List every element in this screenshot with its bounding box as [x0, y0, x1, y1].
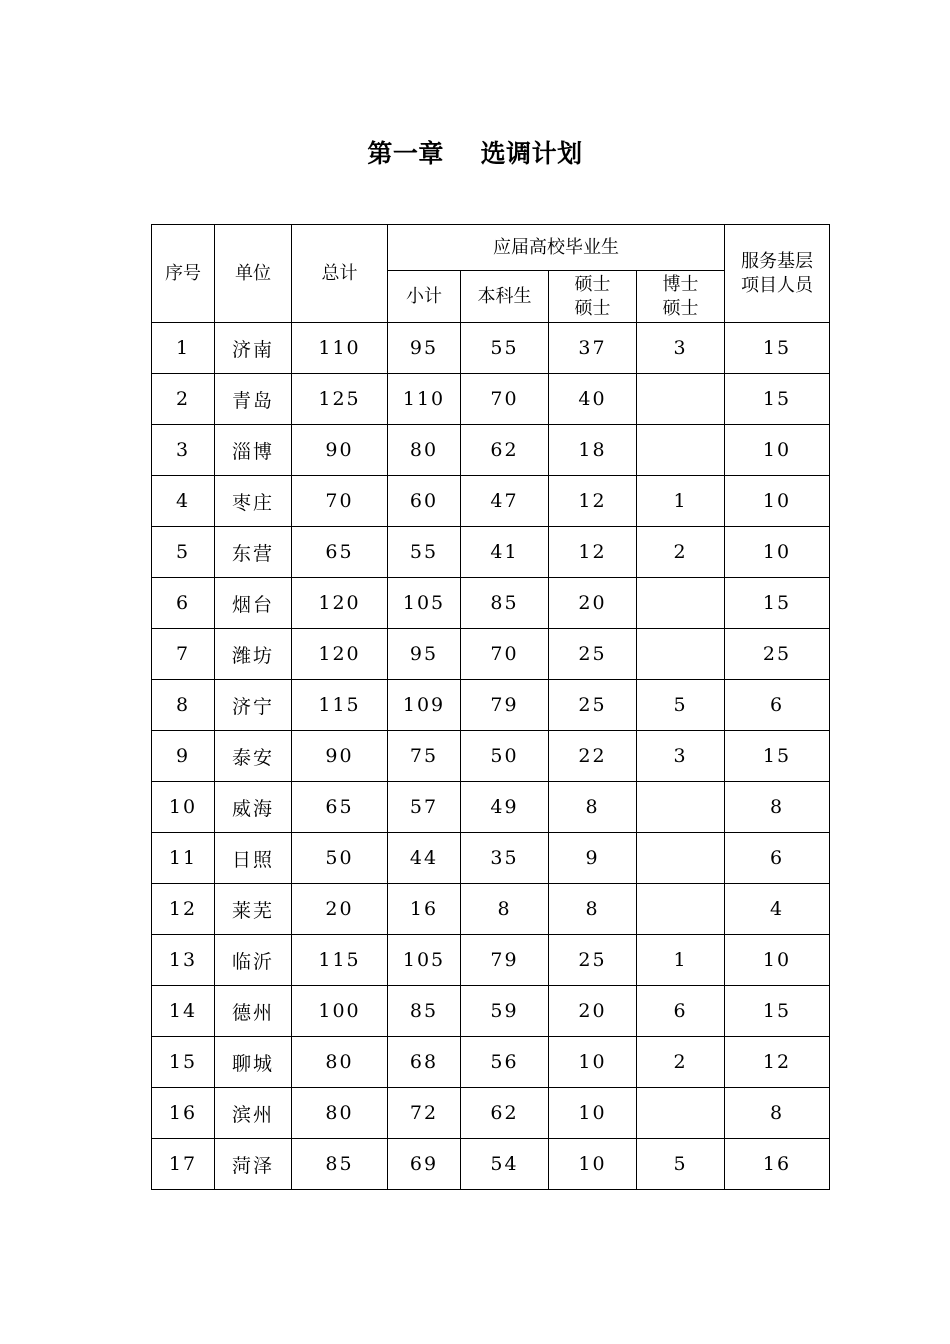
- selection-plan-table: [151, 224, 830, 1190]
- table-row: [152, 323, 830, 374]
- table-row: [152, 578, 830, 629]
- grassroots-cell: 8: [725, 1088, 830, 1139]
- grassroots-cell: 15: [725, 374, 830, 425]
- subtotal-cell: 16: [388, 884, 461, 935]
- total-cell: 85: [292, 1139, 388, 1190]
- table-row: [152, 476, 830, 527]
- table-body: [152, 323, 830, 1190]
- total-cell: 80: [292, 1088, 388, 1139]
- subtotal-cell: 80: [388, 425, 461, 476]
- bachelor-cell: 41: [461, 527, 549, 578]
- bachelor-cell: 85: [461, 578, 549, 629]
- master-cell: 10: [549, 1037, 637, 1088]
- table-row: [152, 935, 830, 986]
- unit-cell: 菏泽: [215, 1139, 292, 1190]
- seq-cell: 1: [152, 323, 215, 374]
- doctor-cell: 1: [637, 476, 725, 527]
- bachelor-cell: 55: [461, 323, 549, 374]
- unit-cell: 青岛: [215, 374, 292, 425]
- header-graduates-group: 应届高校毕业生: [388, 225, 725, 271]
- unit-cell: 泰安: [215, 731, 292, 782]
- seq-cell: 17: [152, 1139, 215, 1190]
- grassroots-cell: 15: [725, 986, 830, 1037]
- total-cell: 80: [292, 1037, 388, 1088]
- total-cell: 115: [292, 680, 388, 731]
- table-row: [152, 986, 830, 1037]
- unit-cell: 威海: [215, 782, 292, 833]
- grassroots-cell: 4: [725, 884, 830, 935]
- master-cell: 40: [549, 374, 637, 425]
- table-row: [152, 425, 830, 476]
- seq-cell: 7: [152, 629, 215, 680]
- bachelor-cell: 50: [461, 731, 549, 782]
- unit-cell: 滨州: [215, 1088, 292, 1139]
- master-cell: 18: [549, 425, 637, 476]
- master-cell: 10: [549, 1139, 637, 1190]
- header-subtotal: 小计: [388, 271, 461, 323]
- doctor-cell: [637, 374, 725, 425]
- subtotal-cell: 95: [388, 629, 461, 680]
- header-master-line2: 硕士: [574, 297, 611, 319]
- unit-cell: 莱芜: [215, 884, 292, 935]
- total-cell: 65: [292, 527, 388, 578]
- subtotal-cell: 60: [388, 476, 461, 527]
- master-cell: 37: [549, 323, 637, 374]
- seq-cell: 11: [152, 833, 215, 884]
- grassroots-cell: 25: [725, 629, 830, 680]
- doctor-cell: [637, 629, 725, 680]
- grassroots-cell: 15: [725, 578, 830, 629]
- seq-cell: 2: [152, 374, 215, 425]
- table-row: [152, 782, 830, 833]
- subtotal-cell: 68: [388, 1037, 461, 1088]
- bachelor-cell: 70: [461, 374, 549, 425]
- doctor-cell: 6: [637, 986, 725, 1037]
- master-cell: 9: [549, 833, 637, 884]
- master-cell: 20: [549, 578, 637, 629]
- total-cell: 70: [292, 476, 388, 527]
- table-row: [152, 884, 830, 935]
- doctor-cell: [637, 425, 725, 476]
- grassroots-cell: 10: [725, 476, 830, 527]
- header-grassroots: [725, 225, 830, 323]
- seq-cell: 8: [152, 680, 215, 731]
- grassroots-cell: 15: [725, 731, 830, 782]
- bachelor-cell: 47: [461, 476, 549, 527]
- total-cell: 100: [292, 986, 388, 1037]
- subtotal-cell: 105: [388, 578, 461, 629]
- header-doctor-line2: 硕士: [662, 297, 699, 319]
- unit-cell: 聊城: [215, 1037, 292, 1088]
- table-row: [152, 374, 830, 425]
- seq-cell: 15: [152, 1037, 215, 1088]
- bachelor-cell: 79: [461, 680, 549, 731]
- header-master-line1: 硕士: [574, 273, 611, 295]
- doctor-cell: [637, 884, 725, 935]
- header-master: [549, 271, 637, 323]
- total-cell: 65: [292, 782, 388, 833]
- doctor-cell: 2: [637, 1037, 725, 1088]
- unit-cell: 济宁: [215, 680, 292, 731]
- seq-cell: 5: [152, 527, 215, 578]
- master-cell: 20: [549, 986, 637, 1037]
- subtotal-cell: 95: [388, 323, 461, 374]
- master-cell: 25: [549, 629, 637, 680]
- total-cell: 120: [292, 578, 388, 629]
- table-row: [152, 1088, 830, 1139]
- grassroots-cell: 6: [725, 680, 830, 731]
- grassroots-cell: 15: [725, 323, 830, 374]
- unit-cell: 德州: [215, 986, 292, 1037]
- master-cell: 12: [549, 476, 637, 527]
- seq-cell: 12: [152, 884, 215, 935]
- grassroots-cell: 8: [725, 782, 830, 833]
- doctor-cell: 5: [637, 1139, 725, 1190]
- seq-cell: 10: [152, 782, 215, 833]
- table-row: [152, 680, 830, 731]
- page-title: 第一章 选调计划: [367, 139, 583, 168]
- table-row: [152, 1139, 830, 1190]
- subtotal-cell: 105: [388, 935, 461, 986]
- subtotal-cell: 110: [388, 374, 461, 425]
- bachelor-cell: 54: [461, 1139, 549, 1190]
- grassroots-cell: 10: [725, 935, 830, 986]
- doctor-cell: 2: [637, 527, 725, 578]
- grassroots-cell: 10: [725, 425, 830, 476]
- total-cell: 50: [292, 833, 388, 884]
- master-cell: 8: [549, 884, 637, 935]
- total-cell: 120: [292, 629, 388, 680]
- header-grassroots-line2: 项目人员: [741, 274, 813, 296]
- seq-cell: 9: [152, 731, 215, 782]
- table-row: [152, 833, 830, 884]
- total-cell: 90: [292, 425, 388, 476]
- master-cell: 10: [549, 1088, 637, 1139]
- master-cell: 8: [549, 782, 637, 833]
- seq-cell: 3: [152, 425, 215, 476]
- unit-cell: 东营: [215, 527, 292, 578]
- doctor-cell: 3: [637, 323, 725, 374]
- master-cell: 22: [549, 731, 637, 782]
- bachelor-cell: 70: [461, 629, 549, 680]
- seq-cell: 4: [152, 476, 215, 527]
- subtotal-cell: 109: [388, 680, 461, 731]
- doctor-cell: [637, 782, 725, 833]
- total-cell: 90: [292, 731, 388, 782]
- master-cell: 12: [549, 527, 637, 578]
- doctor-cell: [637, 833, 725, 884]
- total-cell: 115: [292, 935, 388, 986]
- table-row: [152, 1037, 830, 1088]
- unit-cell: 淄博: [215, 425, 292, 476]
- bachelor-cell: 56: [461, 1037, 549, 1088]
- unit-cell: 临沂: [215, 935, 292, 986]
- total-cell: 125: [292, 374, 388, 425]
- unit-cell: 烟台: [215, 578, 292, 629]
- header-seq: 序号: [152, 225, 215, 323]
- grassroots-cell: 10: [725, 527, 830, 578]
- grassroots-cell: 6: [725, 833, 830, 884]
- doctor-cell: 1: [637, 935, 725, 986]
- subtotal-cell: 57: [388, 782, 461, 833]
- subtotal-cell: 44: [388, 833, 461, 884]
- header-bachelor: 本科生: [461, 271, 549, 323]
- subtotal-cell: 85: [388, 986, 461, 1037]
- seq-cell: 16: [152, 1088, 215, 1139]
- subtotal-cell: 69: [388, 1139, 461, 1190]
- total-cell: 20: [292, 884, 388, 935]
- subtotal-cell: 55: [388, 527, 461, 578]
- total-cell: 110: [292, 323, 388, 374]
- subtotal-cell: 72: [388, 1088, 461, 1139]
- doctor-cell: 3: [637, 731, 725, 782]
- seq-cell: 14: [152, 986, 215, 1037]
- bachelor-cell: 59: [461, 986, 549, 1037]
- grassroots-cell: 16: [725, 1139, 830, 1190]
- header-unit: 单位: [215, 225, 292, 323]
- bachelor-cell: 35: [461, 833, 549, 884]
- master-cell: 25: [549, 935, 637, 986]
- bachelor-cell: 8: [461, 884, 549, 935]
- bachelor-cell: 62: [461, 425, 549, 476]
- header-total: 总计: [292, 225, 388, 323]
- header-grassroots-line1: 服务基层: [741, 250, 813, 272]
- bachelor-cell: 79: [461, 935, 549, 986]
- unit-cell: 日照: [215, 833, 292, 884]
- table-row: [152, 629, 830, 680]
- master-cell: 25: [549, 680, 637, 731]
- table-row: [152, 527, 830, 578]
- bachelor-cell: 49: [461, 782, 549, 833]
- unit-cell: 枣庄: [215, 476, 292, 527]
- header-doctor-line1: 博士: [662, 273, 699, 295]
- seq-cell: 6: [152, 578, 215, 629]
- seq-cell: 13: [152, 935, 215, 986]
- grassroots-cell: 12: [725, 1037, 830, 1088]
- table-row: [152, 731, 830, 782]
- unit-cell: 潍坊: [215, 629, 292, 680]
- subtotal-cell: 75: [388, 731, 461, 782]
- doctor-cell: [637, 1088, 725, 1139]
- bachelor-cell: 62: [461, 1088, 549, 1139]
- doctor-cell: 5: [637, 680, 725, 731]
- unit-cell: 济南: [215, 323, 292, 374]
- header-doctor: [637, 271, 725, 323]
- doctor-cell: [637, 578, 725, 629]
